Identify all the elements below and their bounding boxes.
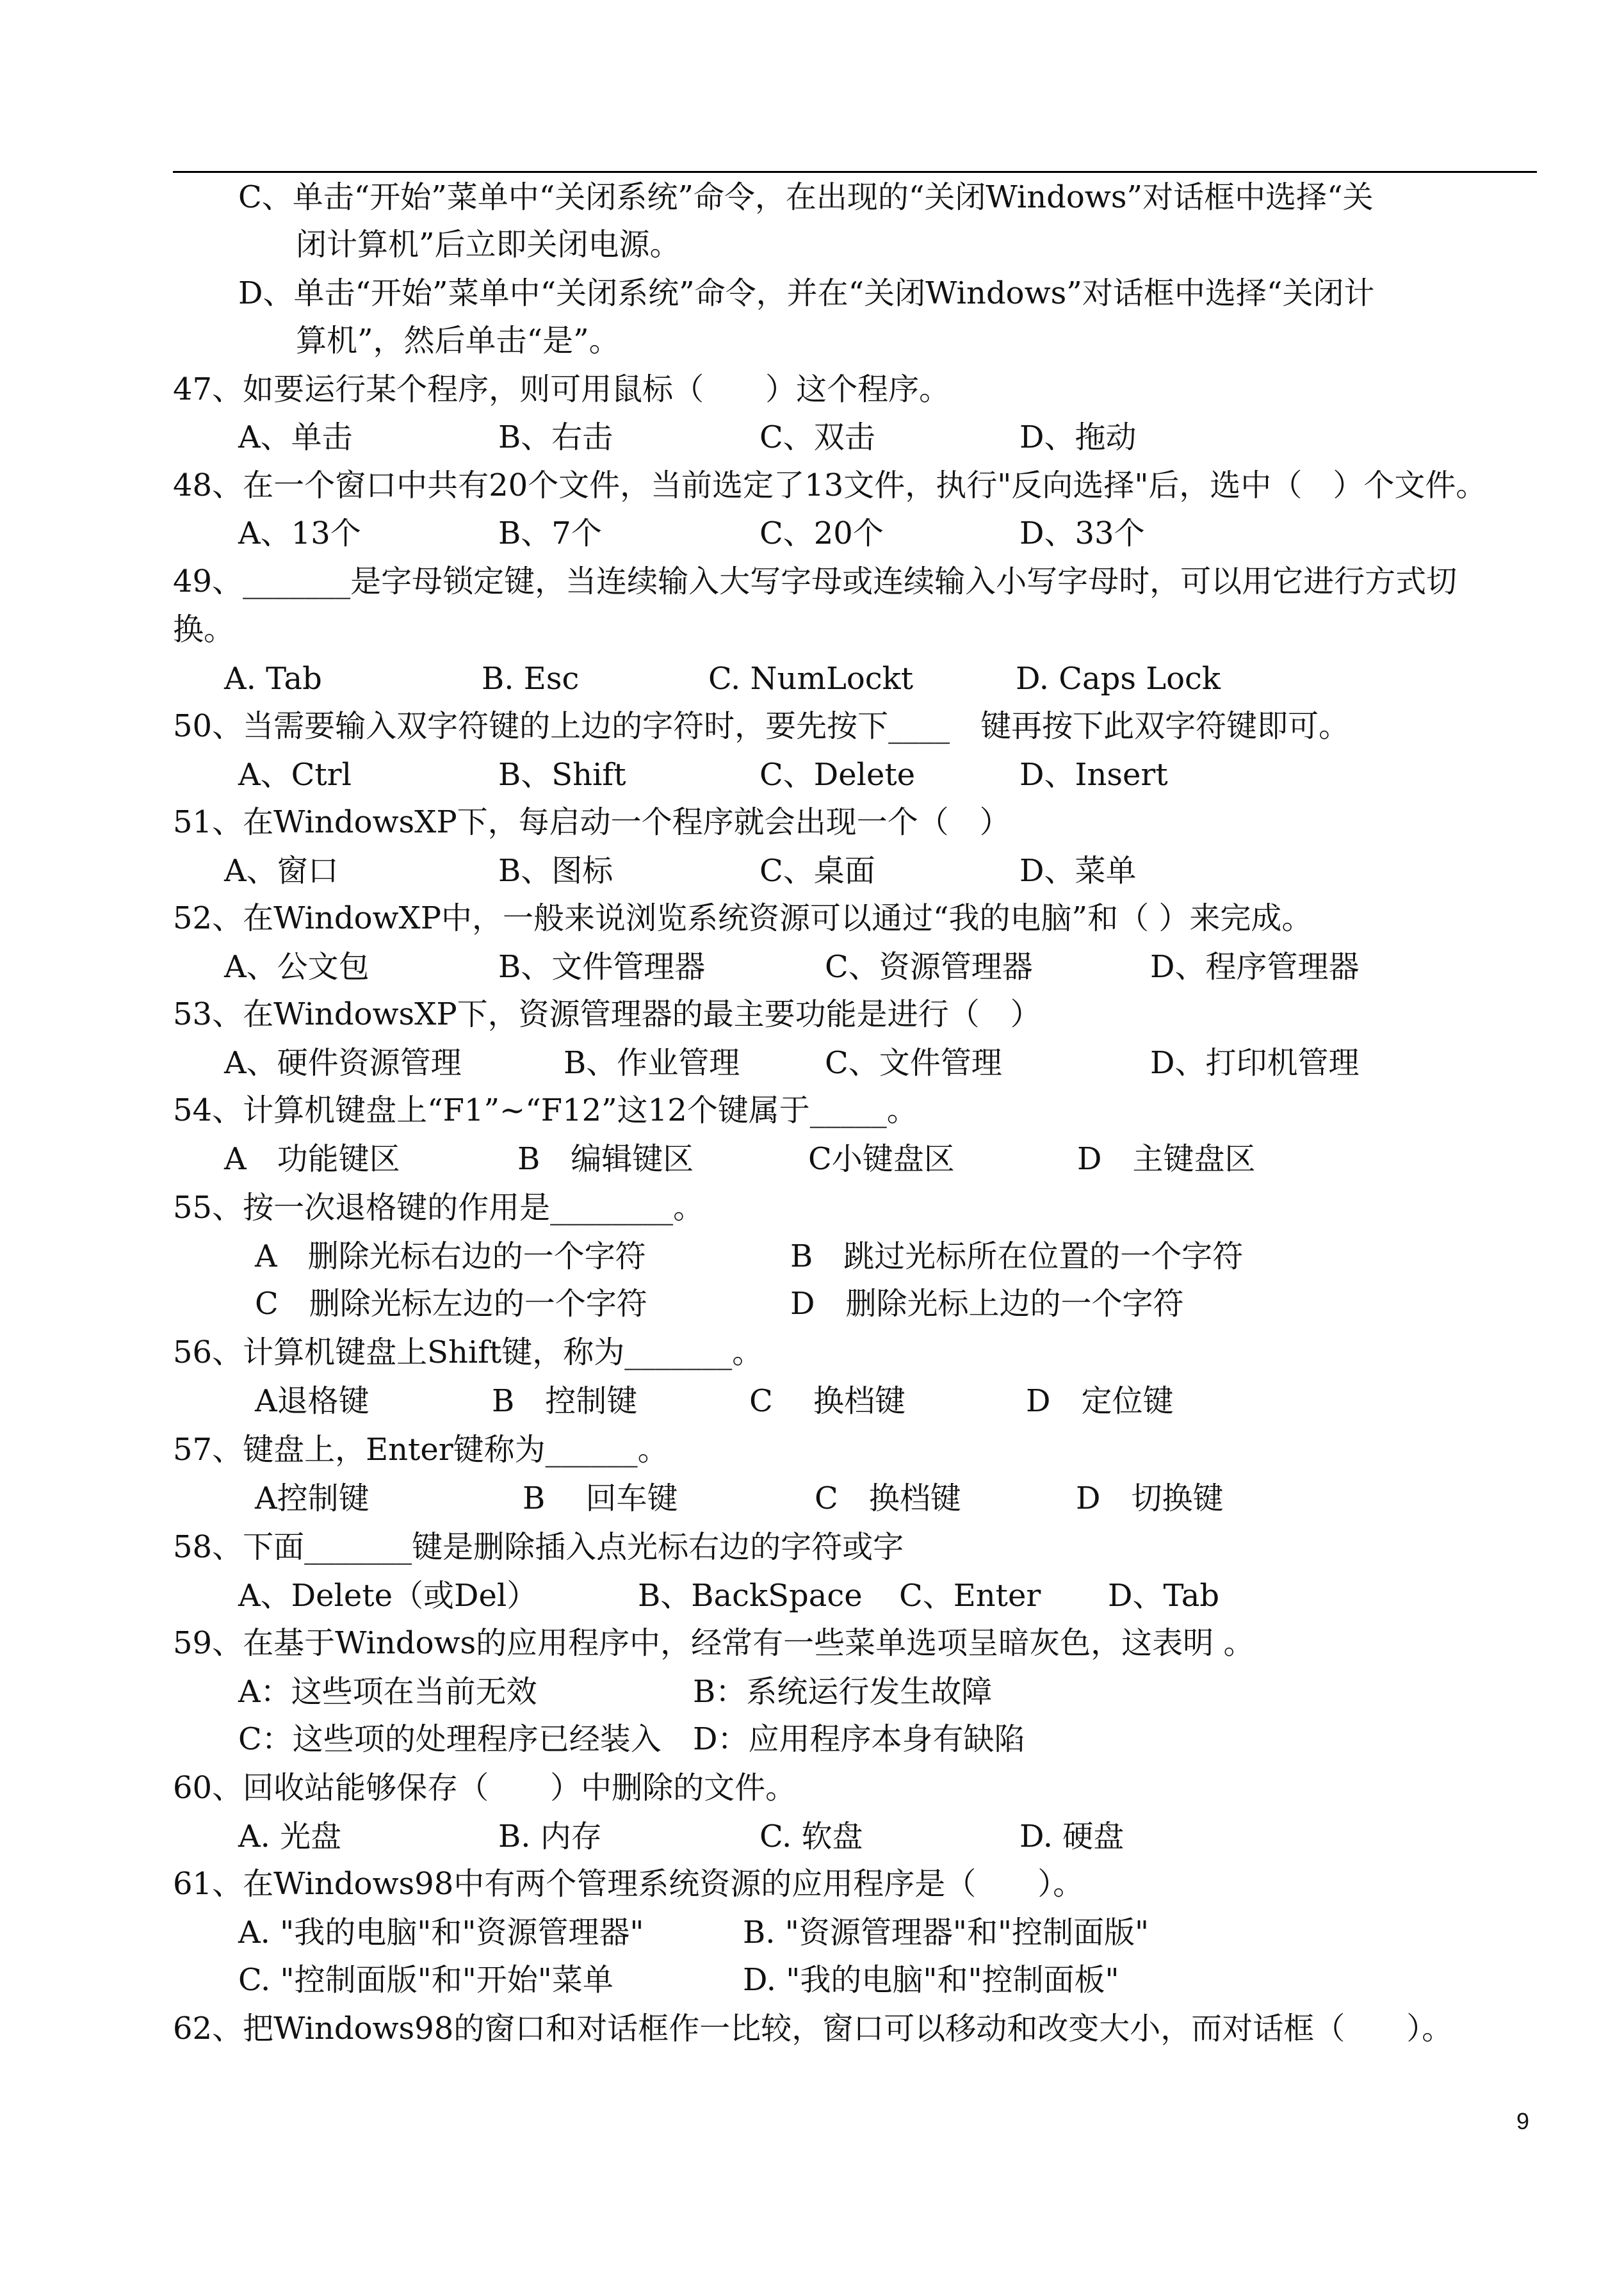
q55-option-b: B 跳过光标所在位置的一个字符 bbox=[790, 1238, 1244, 1274]
question-49: 49、_______是字母锁定键，当连续输入大写字母或连续输入小写字母时，可以用它进行方式切 bbox=[173, 564, 1458, 599]
q52-option-b: B、文件管理器 bbox=[498, 949, 706, 985]
q55-option-a: A 删除光标右边的一个字符 bbox=[255, 1238, 646, 1274]
question-60: 60、回收站能够保存（ ）中删除的文件。 bbox=[173, 1770, 797, 1806]
question-55: 55、按一次退格键的作用是________。 bbox=[173, 1190, 704, 1226]
q50-option-d: D、Insert bbox=[1019, 757, 1168, 793]
q58-option-c: C、Enter bbox=[899, 1578, 1041, 1614]
q53-option-b: B、作业管理 bbox=[564, 1045, 740, 1081]
q61-option-c: C. "控制面版"和"开始"菜单 bbox=[238, 1962, 613, 1998]
option-d-continued: D、单击“开始”菜单中“关闭系统”命令，并在“关闭Windows”对话框中选择“关闭计 bbox=[238, 275, 1375, 311]
question-57: 57、键盘上，Enter键称为______。 bbox=[173, 1432, 669, 1468]
q49-option-d: D. Caps Lock bbox=[1016, 661, 1221, 697]
question-50: 50、当需要输入双字符键的上边的字符时，要先按下____ 键再按下此双字符键即可。 bbox=[173, 708, 1350, 744]
option-d-continued-line2: 算机”，然后单击“是”。 bbox=[296, 323, 620, 359]
q53-option-d: D、打印机管理 bbox=[1150, 1045, 1360, 1081]
q52-option-c: C、资源管理器 bbox=[825, 949, 1033, 985]
question-54: 54、计算机键盘上“F1”~“F12”这12个键属于_____。 bbox=[173, 1092, 918, 1128]
question-49-cont: 换。 bbox=[173, 612, 235, 647]
q59-option-a: A：这些项在当前无效 bbox=[238, 1674, 537, 1710]
q57-option-d: D 切换键 bbox=[1076, 1480, 1224, 1516]
q51-option-d: D、菜单 bbox=[1019, 853, 1137, 889]
question-59: 59、在基于Windows的应用程序中，经常有一些菜单选项呈暗灰色，这表明 。 bbox=[173, 1625, 1255, 1661]
q55-option-d: D 删除光标上边的一个字符 bbox=[790, 1286, 1184, 1322]
q60-option-a: A. 光盘 bbox=[238, 1819, 342, 1854]
q54-option-c: C小键盘区 bbox=[808, 1141, 955, 1177]
q49-option-c: C. NumLockt bbox=[708, 661, 913, 697]
question-51: 51、在WindowsXP下，每启动一个程序就会出现一个（ ） bbox=[173, 804, 1011, 840]
q47-option-b: B、右击 bbox=[498, 419, 613, 455]
question-52: 52、在WindowXP中，一般来说浏览系统资源可以通过“我的电脑”和（ ）来完成。 bbox=[173, 900, 1313, 936]
q51-option-c: C、桌面 bbox=[759, 853, 875, 889]
q48-option-a: A、13个 bbox=[238, 515, 361, 551]
q54-option-d: D 主键盘区 bbox=[1077, 1141, 1256, 1177]
q60-option-d: D. 硬盘 bbox=[1019, 1819, 1125, 1854]
q58-option-b: B、BackSpace bbox=[638, 1578, 863, 1614]
q55-option-c: C 删除光标左边的一个字符 bbox=[255, 1286, 647, 1322]
q60-option-c: C. 软盘 bbox=[759, 1819, 863, 1854]
q49-option-a: A. Tab bbox=[224, 661, 322, 697]
question-48: 48、在一个窗口中共有20个文件，当前选定了13文件，执行"反向选择"后，选中（ ）个文件。 bbox=[173, 467, 1487, 503]
q48-option-b: B、7个 bbox=[498, 515, 602, 551]
q57-option-b: B 回车键 bbox=[523, 1480, 678, 1516]
question-62: 62、把Windows98的窗口和对话框作一比较，窗口可以移动和改变大小，而对话框（ ）。 bbox=[173, 2011, 1453, 2047]
q57-option-a: A控制键 bbox=[255, 1480, 369, 1516]
question-56: 56、计算机键盘上Shift键，称为_______。 bbox=[173, 1334, 763, 1370]
q58-option-a: A、Delete（或Del） bbox=[238, 1578, 538, 1614]
q52-option-a: A、公文包 bbox=[224, 949, 369, 985]
question-61: 61、在Windows98中有两个管理系统资源的应用程序是（ ）。 bbox=[173, 1866, 1084, 1902]
q47-option-c: C、双击 bbox=[759, 419, 875, 455]
q51-option-b: B、图标 bbox=[498, 853, 613, 889]
q49-option-b: B. Esc bbox=[482, 661, 580, 697]
q59-option-c: C：这些项的处理程序已经装入 bbox=[238, 1721, 662, 1757]
q50-option-b: B、Shift bbox=[498, 757, 626, 793]
q48-option-c: C、20个 bbox=[759, 515, 884, 551]
q59-option-b: B：系统运行发生故障 bbox=[693, 1674, 993, 1710]
q47-option-a: A、单击 bbox=[238, 419, 353, 455]
option-c-continued-line2: 闭计算机”后立即关闭电源。 bbox=[296, 227, 681, 263]
q50-option-c: C、Delete bbox=[759, 757, 916, 793]
q54-option-b: B 编辑键区 bbox=[517, 1141, 694, 1177]
q59-option-d: D：应用程序本身有缺陷 bbox=[693, 1721, 1025, 1757]
q53-option-c: C、文件管理 bbox=[825, 1045, 1002, 1081]
option-c-continued: C、单击“开始”菜单中“关闭系统”命令，在出现的“关闭Windows”对话框中选择“关 bbox=[238, 179, 1374, 215]
q56-option-b: B 控制键 bbox=[492, 1383, 638, 1419]
q56-option-d: D 定位键 bbox=[1026, 1383, 1174, 1419]
q61-option-d: D. "我的电脑"和"控制面板" bbox=[743, 1962, 1119, 1998]
q51-option-a: A、窗口 bbox=[224, 853, 339, 889]
question-53: 53、在WindowsXP下，资源管理器的最主要功能是进行（ ） bbox=[173, 996, 1041, 1032]
q60-option-b: B. 内存 bbox=[498, 1819, 602, 1854]
q54-option-a: A 功能键区 bbox=[224, 1141, 400, 1177]
q58-option-d: D、Tab bbox=[1108, 1578, 1220, 1614]
q48-option-d: D、33个 bbox=[1019, 515, 1145, 551]
question-58: 58、下面_______键是删除插入点光标右边的字符或字 bbox=[173, 1529, 904, 1565]
q50-option-a: A、Ctrl bbox=[238, 757, 352, 793]
q47-option-d: D、拖动 bbox=[1019, 419, 1137, 455]
q56-option-c: C 换档键 bbox=[749, 1383, 905, 1419]
page-number: 9 bbox=[1516, 2108, 1530, 2134]
question-47: 47、如要运行某个程序，则可用鼠标（ ）这个程序。 bbox=[173, 371, 950, 407]
q56-option-a: A退格键 bbox=[255, 1383, 369, 1419]
q57-option-c: C 换档键 bbox=[815, 1480, 961, 1516]
q61-option-b: B. "资源管理器"和"控制面版" bbox=[743, 1915, 1149, 1950]
header-rule bbox=[173, 171, 1537, 173]
q61-option-a: A. "我的电脑"和"资源管理器" bbox=[238, 1915, 644, 1950]
q53-option-a: A、硬件资源管理 bbox=[224, 1045, 462, 1081]
q52-option-d: D、程序管理器 bbox=[1150, 949, 1360, 985]
